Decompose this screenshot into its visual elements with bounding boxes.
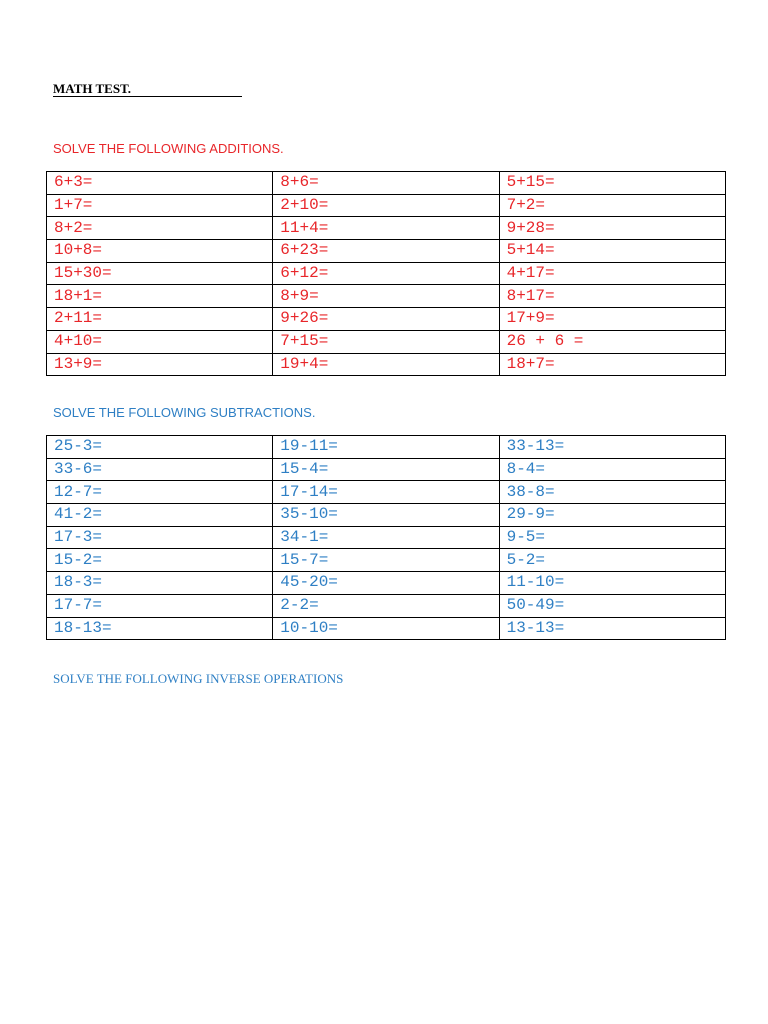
problem-cell: 50-49= xyxy=(499,594,725,617)
problem-cell: 8+17= xyxy=(499,285,725,308)
problem-cell: 33-6= xyxy=(47,458,273,481)
subtraction-row xyxy=(47,481,726,504)
subtraction-row xyxy=(47,436,726,459)
problem-cell: 5+14= xyxy=(499,240,725,263)
problem-cell: 25-3= xyxy=(47,436,273,459)
problem-cell: 11+4= xyxy=(273,217,499,240)
subtraction-row xyxy=(47,572,726,595)
problem-cell: 15-2= xyxy=(47,549,273,572)
addition-row xyxy=(47,353,726,376)
additions-heading: SOLVE THE FOLLOWING ADDITIONS. xyxy=(53,141,284,156)
problem-cell: 13+9= xyxy=(47,353,273,376)
problem-cell: 38-8= xyxy=(499,481,725,504)
problem-cell: 5-2= xyxy=(499,549,725,572)
subtractions-table xyxy=(46,435,726,640)
problem-cell: 8+2= xyxy=(47,217,273,240)
problem-cell: 13-13= xyxy=(499,617,725,640)
problem-cell: 2-2= xyxy=(273,594,499,617)
problem-cell: 18+1= xyxy=(47,285,273,308)
addition-row xyxy=(47,330,726,353)
problem-cell: 17-7= xyxy=(47,594,273,617)
addition-row xyxy=(47,308,726,331)
problem-cell: 4+17= xyxy=(499,262,725,285)
problem-cell: 9+28= xyxy=(499,217,725,240)
addition-row xyxy=(47,194,726,217)
problem-cell: 12-7= xyxy=(47,481,273,504)
subtraction-row xyxy=(47,526,726,549)
problem-cell: 15-4= xyxy=(273,458,499,481)
problem-cell: 10-10= xyxy=(273,617,499,640)
problem-cell: 41-2= xyxy=(47,504,273,527)
problem-cell: 8-4= xyxy=(499,458,725,481)
problem-cell: 4+10= xyxy=(47,330,273,353)
problem-cell: 17-3= xyxy=(47,526,273,549)
title-underline xyxy=(53,96,242,97)
problem-cell: 18-3= xyxy=(47,572,273,595)
page-title: MATH TEST. xyxy=(53,81,132,96)
problem-cell: 35-10= xyxy=(273,504,499,527)
subtraction-row xyxy=(47,594,726,617)
subtractions-heading: SOLVE THE FOLLOWING SUBTRACTIONS. xyxy=(53,405,316,420)
addition-row xyxy=(47,217,726,240)
problem-cell: 15+30= xyxy=(47,262,273,285)
problem-cell: 6+12= xyxy=(273,262,499,285)
problem-cell: 2+10= xyxy=(273,194,499,217)
problem-cell: 9-5= xyxy=(499,526,725,549)
addition-row xyxy=(47,240,726,263)
problem-cell: 19+4= xyxy=(273,353,499,376)
addition-row xyxy=(47,285,726,308)
problem-cell: 9+26= xyxy=(273,308,499,331)
problem-cell: 10+8= xyxy=(47,240,273,263)
addition-row xyxy=(47,262,726,285)
problem-cell: 17-14= xyxy=(273,481,499,504)
problem-cell: 5+15= xyxy=(499,172,725,195)
problem-cell: 19-11= xyxy=(273,436,499,459)
problem-cell: 29-9= xyxy=(499,504,725,527)
problem-cell: 18+7= xyxy=(499,353,725,376)
additions-table xyxy=(46,171,726,376)
inverse-operations-heading: SOLVE THE FOLLOWING INVERSE OPERATIONS xyxy=(53,671,344,686)
problem-cell: 26 + 6 = xyxy=(499,330,725,353)
problem-cell: 8+9= xyxy=(273,285,499,308)
problem-cell: 7+2= xyxy=(499,194,725,217)
problem-cell: 8+6= xyxy=(273,172,499,195)
subtraction-row xyxy=(47,504,726,527)
subtraction-row xyxy=(47,549,726,572)
problem-cell: 45-20= xyxy=(273,572,499,595)
problem-cell: 7+15= xyxy=(273,330,499,353)
problem-cell: 18-13= xyxy=(47,617,273,640)
problem-cell: 33-13= xyxy=(499,436,725,459)
problem-cell: 17+9= xyxy=(499,308,725,331)
problem-cell: 11-10= xyxy=(499,572,725,595)
problem-cell: 6+3= xyxy=(47,172,273,195)
problem-cell: 34-1= xyxy=(273,526,499,549)
problem-cell: 1+7= xyxy=(47,194,273,217)
problem-cell: 2+11= xyxy=(47,308,273,331)
subtraction-row xyxy=(47,458,726,481)
subtraction-row xyxy=(47,617,726,640)
addition-row xyxy=(47,172,726,195)
problem-cell: 15-7= xyxy=(273,549,499,572)
problem-cell: 6+23= xyxy=(273,240,499,263)
